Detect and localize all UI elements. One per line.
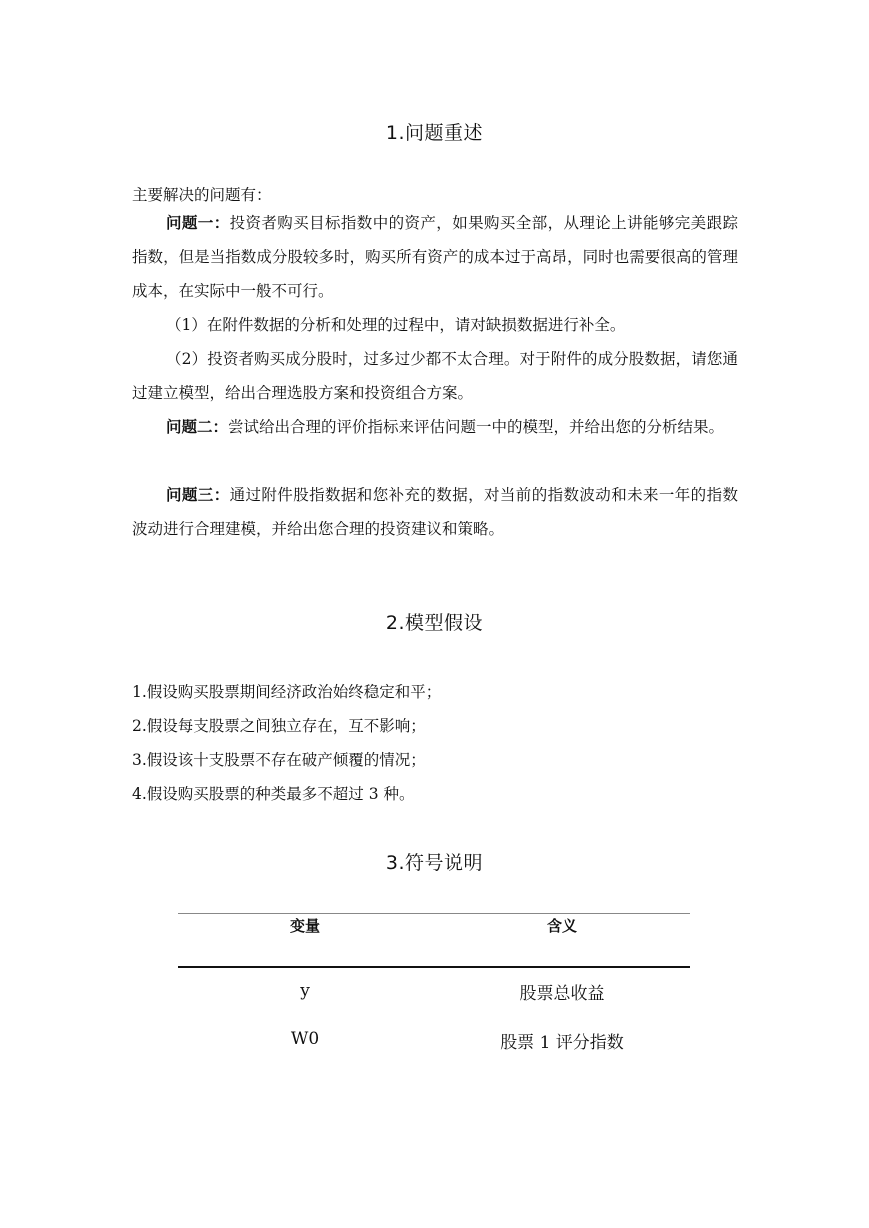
section-1-title: 1.问题重述 [385, 122, 484, 144]
table-header-rule [178, 966, 690, 968]
problem-2-text: 尝试给出合理的评价指标来评估问题一中的模型，并给出您的分析结果。 [228, 418, 725, 436]
problem-3-label: 问题三： [166, 485, 230, 504]
problem-1-text: 投资者购买目标指数中的资产，如果购买全部，从理论上讲能够完美跟踪指数，但是当指数成分股较多时，购买所有资产的成本过于高昂，同时也需要很高的管理成本，在实际中一般不可行。 [132, 214, 738, 300]
problem-1-sub-2: （2）投资者购买成分股时，过多过少都不太合理。对于附件的成分股数据，请您通过建立模型，给出合理选股方案和投资组合方案。 [132, 350, 738, 402]
problem-2-paragraph [132, 410, 738, 444]
problem-1-sub-1: （1）在附件数据的分析和处理的过程中，请对缺损数据进行补全。 [166, 316, 626, 334]
problem-3-paragraph [132, 478, 738, 546]
table-cell-variable: y [300, 981, 310, 1001]
assumption-item: 4.假设购买股票的种类最多不超过 3 种。 [132, 785, 415, 803]
table-cell-meaning: 股票 1 评分指数 [500, 1033, 624, 1053]
assumption-item: 1.假设购买股票期间经济政治始终稳定和平； [132, 683, 442, 701]
table-cell-variable: W0 [290, 1029, 320, 1049]
section-3-title: 3.符号说明 [385, 852, 484, 874]
table-header-variable: 变量 [289, 917, 320, 935]
table-cell-meaning: 股票总收益 [519, 984, 605, 1004]
table-top-rule [178, 913, 690, 914]
table-header-meaning: 含义 [546, 917, 577, 935]
problem-1-label: 问题一： [166, 213, 230, 232]
problem-2-label: 问题二： [166, 417, 229, 436]
problem-1-paragraph [132, 206, 738, 308]
problem-3-text: 通过附件股指数据和您补充的数据，对当前的指数波动和未来一年的指数波动进行合理建模，并给出您合理的投资建议和策略。 [132, 486, 738, 538]
assumption-item: 3.假设该十支股票不存在破产倾覆的情况； [132, 751, 426, 769]
intro-text: 主要解决的问题有： [132, 186, 272, 204]
assumption-item: 2.假设每支股票之间独立存在，互不影响； [132, 717, 426, 735]
section-2-title: 2.模型假设 [385, 612, 484, 634]
